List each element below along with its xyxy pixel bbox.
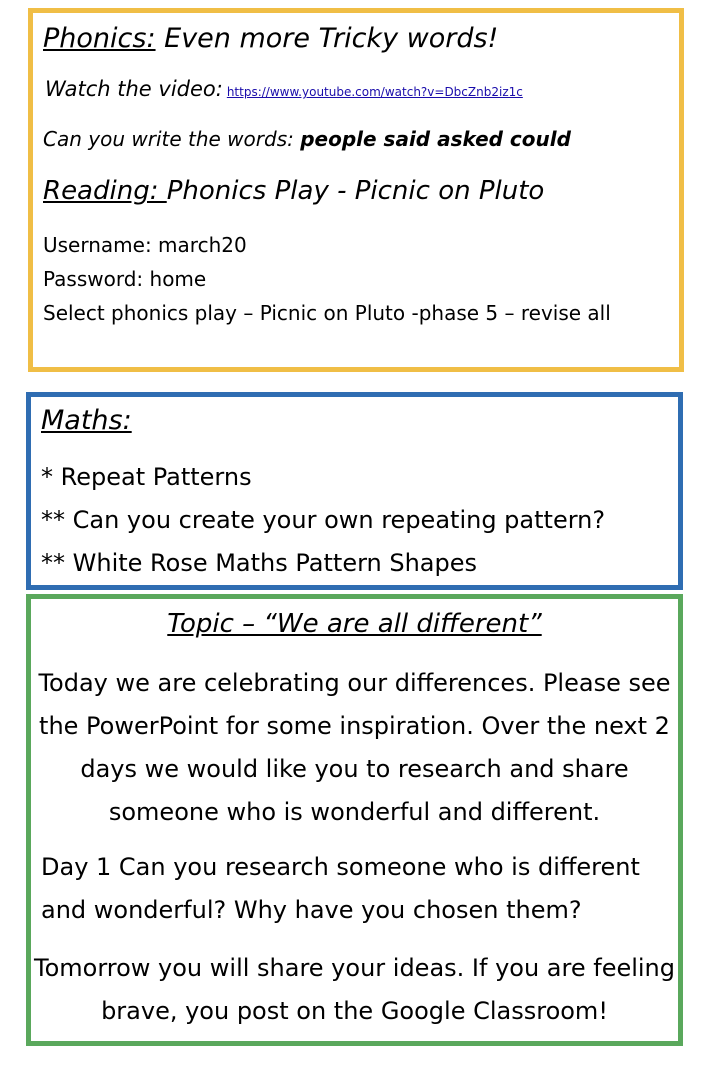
- maths-box: [26, 392, 683, 590]
- instructions-line: Select phonics play – Picnic on Pluto -phase 5 – revise all: [43, 301, 611, 325]
- reading-label: Reading:: [43, 176, 167, 206]
- write-words-line: [43, 127, 571, 151]
- topic-paragraph-intro: Today we are celebrating our differences. Please see the PowerPoint for some inspiration. Over the next 2 days we would like you to research and share someone who is wonderful and different.: [38, 669, 671, 826]
- phonics-title: [43, 23, 498, 54]
- topic-box: [26, 594, 683, 1046]
- topic-title: Topic – “We are all different”: [167, 609, 542, 639]
- maths-item: ** White Rose Maths Pattern Shapes: [41, 549, 478, 577]
- watch-video-line: [45, 77, 523, 101]
- phonics-label: Phonics:: [43, 23, 156, 54]
- password-line: Password: home: [43, 267, 207, 291]
- reading-heading: [43, 176, 544, 206]
- maths-item: ** Can you create your own repeating pattern?: [41, 506, 606, 534]
- maths-title: Maths:: [41, 405, 132, 436]
- phonics-box: [28, 8, 684, 372]
- phonics-title-rest: Even more Tricky words!: [155, 23, 499, 54]
- username-line: Username: march20: [43, 233, 247, 257]
- tricky-words: people said asked could: [300, 127, 571, 151]
- write-words-prompt: Can you write the words:: [43, 127, 301, 151]
- topic-paragraph-tomorrow: Tomorrow you will share your ideas. If you are feeling brave, you post on the Google Classroom!: [33, 954, 675, 1025]
- topic-paragraph-day1: Day 1 Can you research someone who is different and wonderful? Why have you chosen them?: [41, 853, 640, 924]
- reading-title: Phonics Play - Picnic on Pluto: [166, 176, 545, 206]
- watch-video-label: Watch the video:: [45, 77, 223, 101]
- video-link[interactable]: https://www.youtube.com/watch?v=DbcZnb2iz1c: [226, 85, 523, 99]
- maths-item: * Repeat Patterns: [41, 463, 252, 491]
